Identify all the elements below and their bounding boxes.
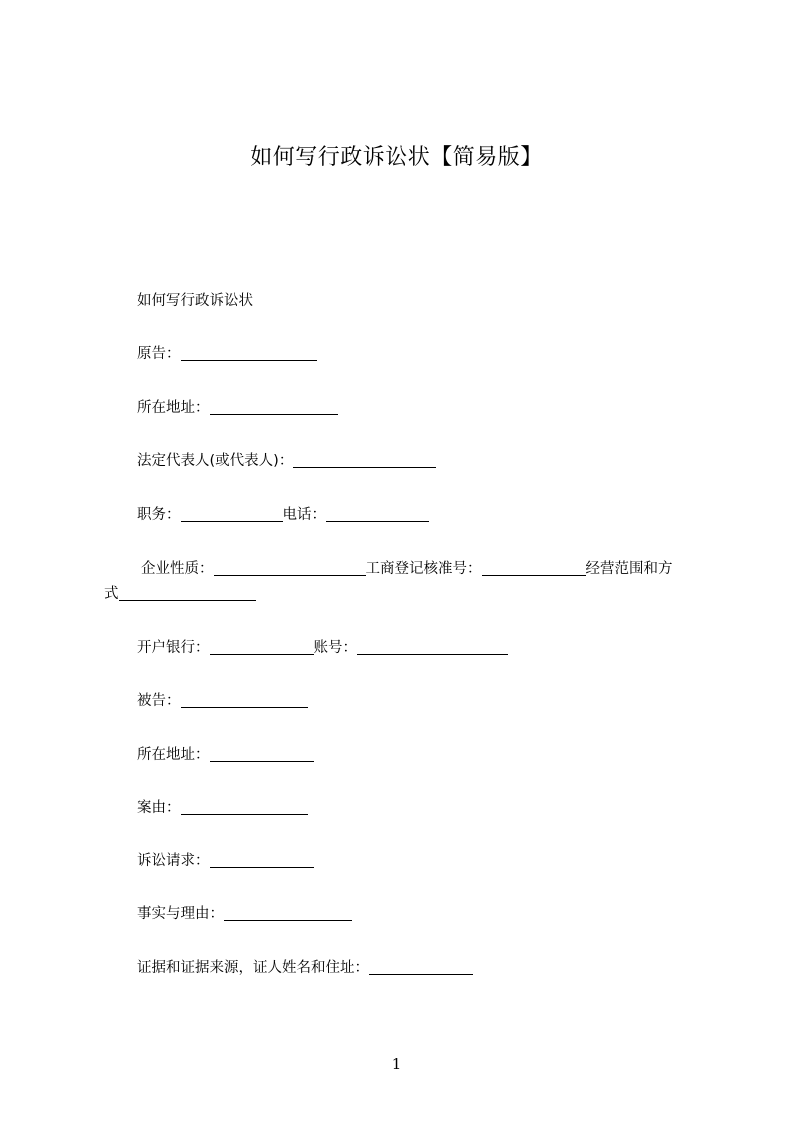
account-blank[interactable] [357, 640, 508, 655]
enterprise-row [141, 559, 673, 579]
address2-blank[interactable] [210, 747, 314, 762]
address1-blank[interactable] [210, 400, 338, 415]
cause-row [137, 798, 308, 818]
legal-rep-row [137, 451, 436, 471]
legal-rep-blank[interactable] [293, 453, 436, 468]
business-scope-label-a: 经营范围和方 [585, 561, 673, 577]
cause-blank[interactable] [181, 800, 308, 815]
claims-row [137, 851, 314, 871]
business-scope-row [104, 584, 256, 604]
account-label: 账号： [313, 640, 357, 656]
cause-label: 案由： [137, 800, 181, 816]
page-number: 1 [391, 1055, 402, 1073]
evidence-blank[interactable] [369, 960, 473, 975]
claims-label: 诉讼请求： [137, 853, 210, 869]
phone-blank[interactable] [326, 507, 429, 522]
business-scope-label-b: 式 [104, 586, 119, 602]
business-reg-label: 工商登记核准号： [365, 561, 482, 577]
plaintiff-label: 原告： [137, 346, 181, 362]
bank-row [137, 638, 508, 658]
legal-rep-label: 法定代表人(或代表人)： [137, 453, 294, 469]
facts-blank[interactable] [224, 906, 352, 921]
address1-row [137, 398, 338, 418]
bank-blank[interactable] [210, 640, 314, 655]
plaintiff-blank[interactable] [181, 346, 317, 361]
bank-label: 开户银行： [137, 640, 210, 656]
evidence-label: 证据和证据来源，证人姓名和住址： [137, 960, 369, 976]
business-reg-blank[interactable] [482, 561, 586, 576]
business-scope-blank[interactable] [119, 586, 256, 601]
phone-label: 电话： [282, 507, 326, 523]
facts-row [137, 904, 352, 924]
subtitle: 如何写行政诉讼状 [137, 293, 253, 309]
address1-label: 所在地址： [137, 400, 210, 416]
facts-label: 事实与理由： [137, 906, 224, 922]
position-phone-row [137, 505, 429, 525]
address2-label: 所在地址： [137, 747, 210, 763]
defendant-label: 被告： [137, 693, 181, 709]
position-label: 职务： [137, 507, 181, 523]
address2-row [137, 745, 314, 765]
plaintiff-row [137, 344, 317, 364]
evidence-row [137, 958, 473, 978]
enterprise-nature-blank[interactable] [214, 561, 366, 576]
defendant-blank[interactable] [181, 693, 308, 708]
defendant-row [137, 691, 308, 711]
position-blank[interactable] [181, 507, 283, 522]
document-title: 如何写行政诉讼状【简易版】 [250, 145, 543, 170]
claims-blank[interactable] [210, 853, 314, 868]
enterprise-nature-label: 企业性质： [141, 561, 214, 577]
